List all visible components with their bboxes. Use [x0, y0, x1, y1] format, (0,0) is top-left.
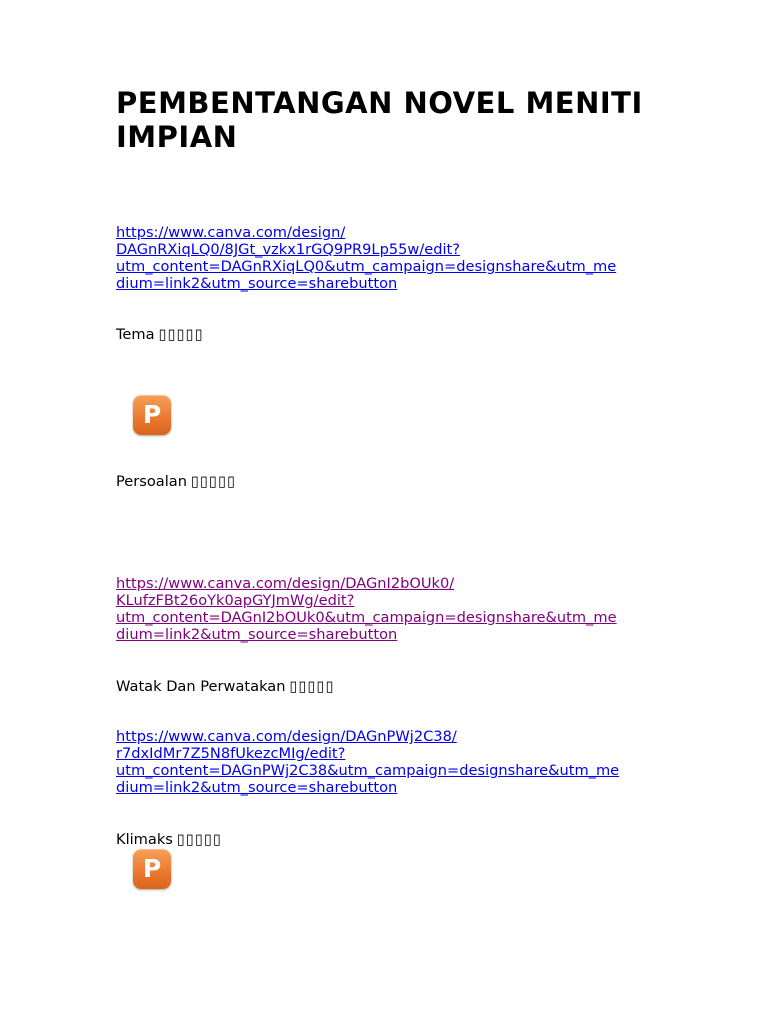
canva-link-1[interactable]: https://www.canva.com/design/ DAGnRXiqLQ0/8JGt_vzkx1rGQ9PR9Lp55w/edit? utm_content=DAGnRXiqLQ0&utm_campaign=designshare&utm_me dium=link2&utm_source=sharebutton [116, 224, 617, 292]
section-label-klimaks [116, 831, 222, 848]
powerpoint-icon-letter: P [142, 400, 162, 429]
emoji-placeholder: ▯▯▯▯▯ [190, 473, 237, 490]
emoji-placeholder: ▯▯▯▯▯ [289, 678, 335, 695]
section-label-watak-text: Watak Dan Perwatakan [116, 678, 286, 695]
powerpoint-icon[interactable] [133, 395, 171, 435]
powerpoint-icon-letter: P [142, 854, 162, 883]
section-label-watak [116, 678, 335, 695]
powerpoint-icon[interactable] [133, 849, 171, 889]
section-label-tema-text: Tema [116, 326, 155, 343]
canva-link-2[interactable]: https://www.canva.com/design/DAGnI2bOUk0/ KLufzFBt26oYk0apGYJmWg/edit? utm_content=DAGnI2bOUk0&utm_campaign=designshare&utm_me dium=link2&utm_source=sharebutton [116, 575, 617, 643]
document-title: PEMBENTANGAN NOVEL MENITI IMPIAN [116, 86, 643, 154]
canva-link-3[interactable]: https://www.canva.com/design/DAGnPWj2C38/ r7dxIdMr7Z5N8fUkezcMIg/edit? utm_content=DAGnPWj2C38&utm_campaign=designshare&utm_me dium=link2&utm_source=sharebutton [116, 728, 620, 796]
section-label-persoalan [116, 473, 236, 490]
section-label-tema [116, 326, 204, 343]
section-label-persoalan-text: Persoalan [116, 473, 187, 490]
emoji-placeholder: ▯▯▯▯▯ [176, 831, 223, 848]
section-label-klimaks-text: Klimaks [116, 831, 173, 848]
emoji-placeholder: ▯▯▯▯▯ [158, 326, 204, 343]
